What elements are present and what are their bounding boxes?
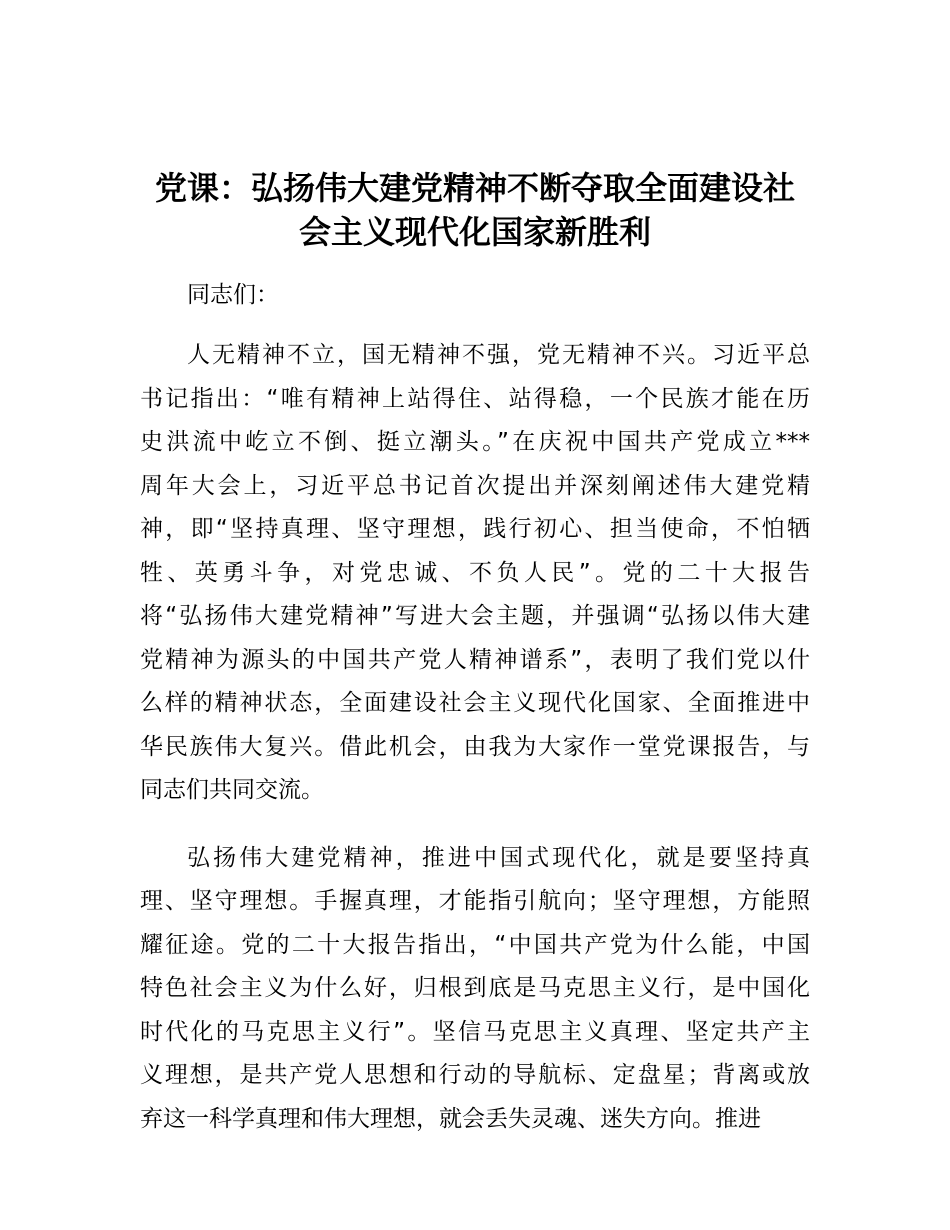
paragraph-line: 周年大会上，习近平总书记首次提出并深刻阐述伟大建党精: [140, 472, 810, 499]
paragraph-line: 么样的精神状态，全面建设社会主义现代化国家、全面推进中: [140, 690, 810, 716]
title-line-2: 会主义现代化国家新胜利: [298, 213, 651, 251]
paragraph-line: 义理想，是共产党人思想和行动的导航标、定盘星；背离或放: [140, 1062, 810, 1088]
paragraph-line: 神，即“坚持真理、坚守理想，践行初心、担当使命，不怕牺: [140, 516, 810, 542]
paragraph-line: 耀征途。党的二十大报告指出，“中国共产党为什么能，中国: [140, 931, 810, 958]
paragraph-line: 书记指出：“唯有精神上站得住、站得稳，一个民族才能在历: [140, 385, 810, 412]
paragraph-line: 华民族伟大复兴。借此机会，由我为大家作一堂党课报告，与: [140, 733, 810, 760]
paragraph-line: 理、坚守理想。手握真理，才能指引航向；坚守理想，方能照: [140, 888, 810, 914]
paragraph-line: 牲、英勇斗争，对党忠诚、不负人民”。党的二十大报告: [140, 559, 810, 586]
paragraph: [140, 334, 810, 813]
paragraph-line: 弘扬伟大建党精神，推进中国式现代化，就是要坚持真: [187, 844, 810, 871]
paragraph-line: 将“弘扬伟大建党精神”写进大会主题，并强调“弘扬以伟大建: [140, 603, 810, 629]
paragraph-line: 党精神为源头的中国共产党人精神谱系”，表明了我们党以什: [140, 646, 810, 673]
document-title: [140, 166, 810, 254]
paragraph: [140, 837, 810, 1142]
paragraph-line: 人无精神不立，国无精神不强，党无精神不兴。习近平总: [187, 342, 810, 368]
body-text: [140, 334, 810, 1141]
paragraph-line: 同志们共同交流。: [140, 777, 324, 803]
title-line-1: 党课：弘扬伟大建党精神不断夺取全面建设社: [154, 169, 795, 207]
paragraph-line: 时代化的马克思主义行”。坚信马克思主义真理、坚定共产主: [140, 1018, 810, 1045]
paragraph-line: 史洪流中屹立不倒、挺立潮头。”在庆祝中国共产党成立***: [140, 429, 810, 455]
salutation: 同志们：: [187, 282, 279, 308]
paragraph-line: 特色社会主义为什么好，归根到底是马克思主义行，是中国化: [140, 975, 810, 1001]
paragraph-line: 弃这一科学真理和伟大理想，就会丢失灵魂、迷失方向。推进: [140, 1105, 761, 1132]
